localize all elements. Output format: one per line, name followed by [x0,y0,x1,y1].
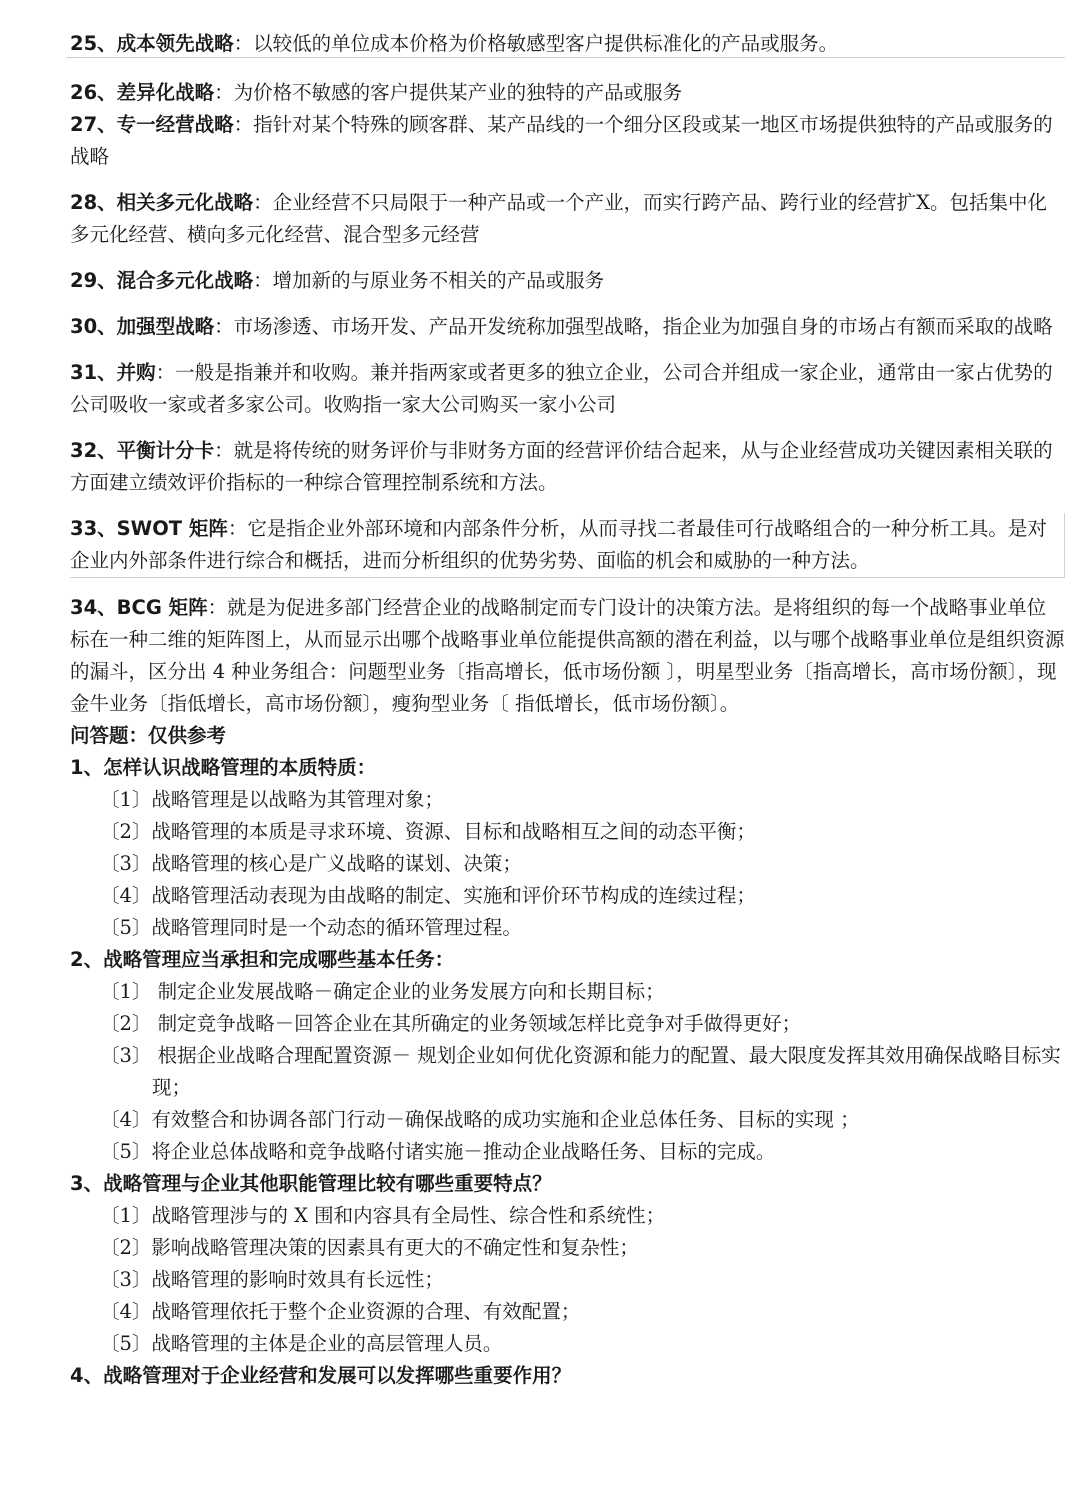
definition-item [70,357,1065,421]
answer-item: 〔1〕战略管理涉与的 X 围和内容具有全局性、综合性和系统性； [100,1204,666,1227]
definition-text: 市场渗透、市场开发、产品开发统称加强型战略，指企业为加强自身的市场占有额而采取的战略 [233,315,1053,338]
definition-item [70,311,1065,343]
question-block [70,752,1065,944]
definition-item [70,592,1065,720]
definition-term: 成本领先战略 [116,32,234,55]
definition-text: 企业经营不只局限于一种产品或一个产业，而实行跨产品、跨行业的经营扩X。包括集中化多元化经营、横向多元化经营、混合型多元经营 [70,191,1048,246]
definition-separator: ： [233,113,254,136]
question-title: 3、战略管理与企业其他职能管理比较有哪些重要特点？ [70,1172,552,1195]
definition-term: BCG 矩阵 [116,596,208,619]
definition-item [70,513,1065,578]
document-page [70,28,1065,1392]
question-block [70,944,1065,1168]
definition-text: 就是为促进多部门经营企业的战略制定而专门设计的决策方法。是将组织的每一个战略事业单位标在一种二维的矩阵图上，从而显示出哪个战略事业单位能提供高额的潜在利益，以与哪个战略事业单位是组织资源的漏斗，区分出 4 种业务组合：问题型业务〔指高增长，低市场份额 〕，明星型业务〔指高增长，高市场份额〕，现金牛业务〔指低增长，高市场份额〕，瘦狗型业务〔 指低增长，低市场份额〕。 [70,596,1065,715]
question-block [70,1360,1065,1392]
definition-term: 专一经营战略 [116,113,234,136]
answer-item: 〔1〕 制定企业发展战略－确定企业的业务发展方向和长期目标； [100,980,665,1003]
definition-term: 相关多元化战略 [116,191,254,214]
definition-text: 就是将传统的财务评价与非财务方面的经营评价结合起来，从与企业经营成功关键因素相关联的方面建立绩效评价指标的一种综合管理控制系统和方法。 [70,439,1053,494]
definition-text: 以较低的单位成本价格为价格敏感型客户提供标准化的产品或服务。 [253,32,839,55]
question-title: 1、怎样认识战略管理的本质特质： [70,756,377,779]
answer-item: 〔5〕战略管理同时是一个动态的循环管理过程。 [100,916,522,939]
definition-number: 33、 [70,517,117,540]
definition-number: 27、 [70,113,117,136]
definition-term: 混合多元化战略 [116,269,254,292]
definition-separator: ： [233,32,254,55]
definition-text: 为价格不敏感的客户提供某产业的独特的产品或服务 [233,81,683,104]
question-title: 2、战略管理应当承担和完成哪些基本任务： [70,948,455,971]
definition-text: 指针对某个特殊的顾客群、某产品线的一个细分区段或某一地区市场提供独特的产品或服务的战略 [70,113,1053,168]
definition-number: 34、 [70,596,117,619]
definition-term: 并购 [116,361,156,384]
answer-item: 〔2〕战略管理的本质是寻求环境、资源、目标和战略相互之间的动态平衡； [100,820,756,843]
definition-number: 30、 [70,315,117,338]
definition-item [70,435,1065,499]
definition-term: 差异化战略 [116,81,215,104]
question-title: 4、战略管理对于企业经营和发展可以发挥哪些重要作用？ [70,1364,572,1387]
definition-number: 29、 [70,269,117,292]
definition-separator: ： [253,269,273,292]
definition-text: 一般是指兼并和收购。兼并指两家或者更多的独立企业，公司合并组成一家企业，通常由一家占优势的公司吸收一家或者多家公司。收购指一家大公司购买一家小公司 [70,361,1053,416]
definition-item [70,77,1065,109]
qa-heading: 问答题：仅供参考 [70,724,227,747]
definition-text: 它是指企业外部环境和内部条件分析，从而寻找二者最佳可行战略组合的一种分析工具。是对企业内外部条件进行综合和概括，进而分析组织的优势劣势、面临的机会和威胁的一种方法。 [70,517,1047,572]
definition-separator: ： [214,439,234,462]
question-block [70,1168,1065,1360]
definition-item [70,28,1065,60]
answer-item: 〔4〕战略管理活动表现为由战略的制定、实施和评价环节构成的连续过程； [100,884,756,907]
definition-separator: ： [155,361,176,384]
answer-item: 〔5〕将企业总体战略和竞争战略付诸实施－推动企业战略任务、目标的完成。 [100,1140,776,1163]
definition-separator: ： [253,191,273,214]
answer-item: 〔1〕战略管理是以战略为其管理对象； [100,788,444,811]
answer-item: 〔3〕 根据企业战略合理配置资源－ 规划企业如何优化资源和能力的配置、最大限度发挥其效用确保战略目标实现； [100,1044,1061,1099]
definitions-list [70,28,1065,720]
answer-item: 〔2〕 制定竞争战略－回答企业在其所确定的业务领域怎样比竞争对手做得更好； [100,1012,802,1035]
answer-item: 〔4〕战略管理依托于整个企业资源的合理、有效配置； [100,1300,581,1323]
definition-item [70,109,1065,173]
definition-number: 32、 [70,439,117,462]
definition-number: 31、 [70,361,117,384]
answer-item: 〔2〕影响战略管理决策的因素具有更大的不确定性和复杂性； [100,1236,639,1259]
definition-separator: ： [214,315,234,338]
definition-number: 26、 [70,81,117,104]
answer-item: 〔3〕战略管理的影响时效具有长远性； [100,1268,444,1291]
definition-item [70,265,1065,297]
answer-item: 〔4〕有效整合和协调各部门行动－确保战略的成功实施和企业总体任务、目标的实现 ； [100,1108,860,1131]
definition-separator: ： [207,596,228,619]
definition-item [70,187,1065,251]
answer-item: 〔3〕战略管理的核心是广义战略的谋划、决策； [100,852,522,875]
definition-number: 28、 [70,191,117,214]
definition-separator: ： [227,517,248,540]
definition-text: 增加新的与原业务不相关的产品或服务 [272,269,605,292]
definition-term: 平衡计分卡 [116,439,215,462]
answer-item: 〔5〕战略管理的主体是企业的高层管理人员。 [100,1332,503,1355]
definition-separator: ： [214,81,234,104]
definition-number: 25、 [70,32,117,55]
definition-term: SWOT 矩阵 [116,517,228,540]
definition-term: 加强型战略 [116,315,215,338]
